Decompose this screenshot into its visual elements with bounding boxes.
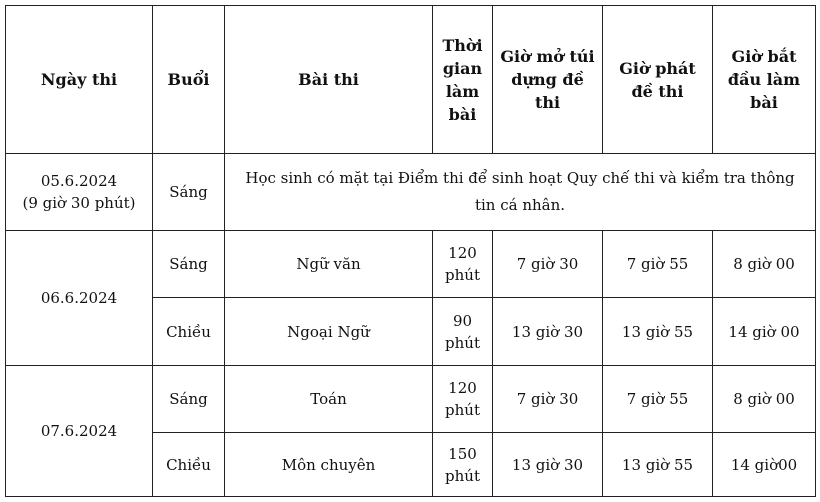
open-time-cell: 7 giờ 30 bbox=[493, 231, 603, 298]
distribute-time-cell: 13 giờ 55 bbox=[603, 298, 713, 366]
day3-date: 07.6.2024 bbox=[6, 366, 153, 497]
distribute-time-cell: 13 giờ 55 bbox=[603, 433, 713, 497]
subject-cell: Môn chuyên bbox=[225, 433, 433, 497]
header-open-envelope: Giờ mở túi dựng đề thi bbox=[493, 6, 603, 154]
day1-date-cell bbox=[6, 154, 153, 231]
table-row bbox=[6, 366, 816, 433]
subject-cell: Toán bbox=[225, 366, 433, 433]
open-time-cell: 7 giờ 30 bbox=[493, 366, 603, 433]
subject-cell: Ngữ văn bbox=[225, 231, 433, 298]
header-duration: Thời gian làm bài bbox=[433, 6, 493, 154]
duration-cell: 90 phút bbox=[433, 298, 493, 366]
header-subject: Bài thi bbox=[225, 6, 433, 154]
header-row bbox=[6, 6, 816, 154]
day1-note: Học sinh có mặt tại Điểm thi để sinh hoạt Quy chế thi và kiểm tra thông tin cá nhân. bbox=[225, 154, 816, 231]
session-cell: Chiều bbox=[153, 433, 225, 497]
duration-cell: 120 phút bbox=[433, 231, 493, 298]
subject-cell: Ngoại Ngữ bbox=[225, 298, 433, 366]
day1-date: 05.6.2024 bbox=[40, 172, 118, 190]
distribute-time-cell: 7 giờ 55 bbox=[603, 366, 713, 433]
header-start: Giờ bắt đầu làm bài bbox=[713, 6, 816, 154]
start-time-cell: 8 giờ 00 bbox=[713, 231, 816, 298]
start-time-cell: 8 giờ 00 bbox=[713, 366, 816, 433]
session-cell: Sáng bbox=[153, 366, 225, 433]
table-row bbox=[6, 231, 816, 298]
header-session: Buổi bbox=[153, 6, 225, 154]
open-time-cell: 13 giờ 30 bbox=[493, 433, 603, 497]
exam-schedule-table bbox=[5, 5, 816, 497]
header-distribute: Giờ phát đề thi bbox=[603, 6, 713, 154]
session-cell: Sáng bbox=[153, 231, 225, 298]
distribute-time-cell: 7 giờ 55 bbox=[603, 231, 713, 298]
duration-cell: 120 phút bbox=[433, 366, 493, 433]
day1-row bbox=[6, 154, 816, 231]
start-time-cell: 14 giờ00 bbox=[713, 433, 816, 497]
open-time-cell: 13 giờ 30 bbox=[493, 298, 603, 366]
day1-time: (9 giờ 30 phút) bbox=[22, 194, 136, 212]
day2-date: 06.6.2024 bbox=[6, 231, 153, 366]
duration-cell: 150 phút bbox=[433, 433, 493, 497]
header-date: Ngày thi bbox=[6, 6, 153, 154]
start-time-cell: 14 giờ 00 bbox=[713, 298, 816, 366]
exam-schedule bbox=[5, 5, 816, 497]
session-cell: Chiều bbox=[153, 298, 225, 366]
day1-session: Sáng bbox=[153, 154, 225, 231]
